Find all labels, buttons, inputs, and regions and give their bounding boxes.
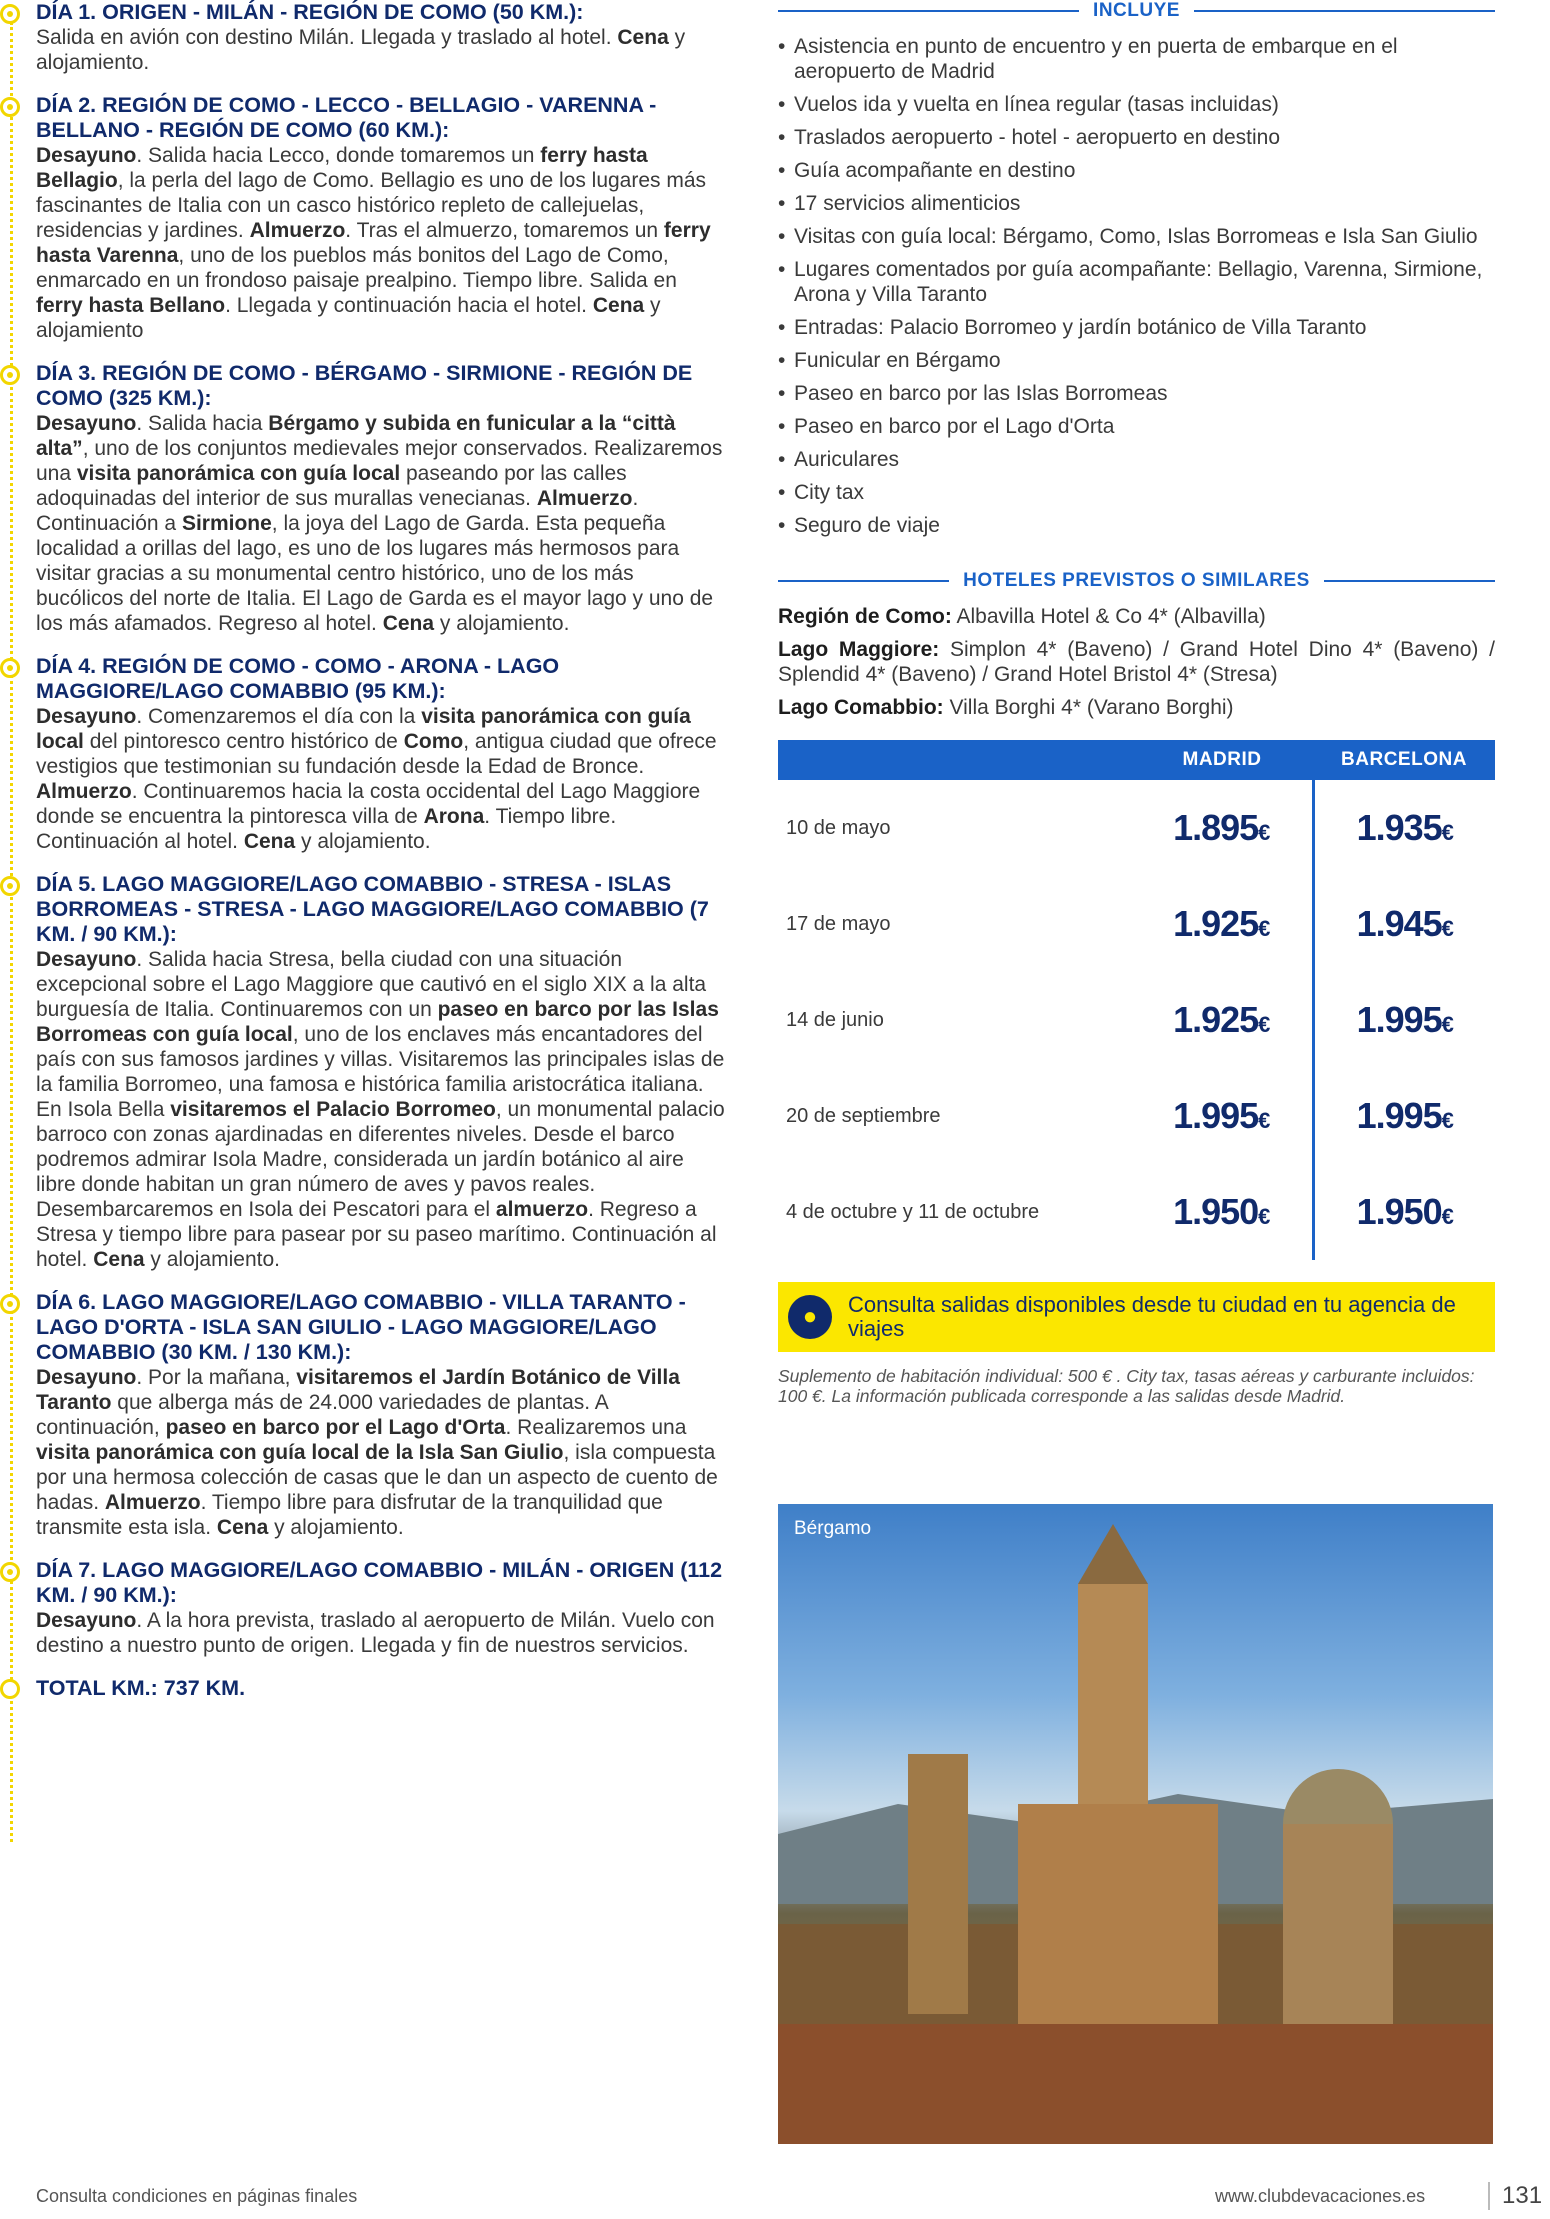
price-barcelona: [1313, 876, 1495, 972]
currency-symbol: €: [1258, 1012, 1270, 1037]
supplement-note: Suplemento de habitación individual: 500 € . City tax, tasas aéreas y carburante incluidos: 100 €. La información publicada corresponde a las salidas desde Madrid.: [778, 1366, 1475, 1406]
bold-text: visitaremos el Palacio Borromeo: [170, 1098, 496, 1121]
price-value: 1.945: [1356, 903, 1442, 944]
day-list: [0, 0, 725, 1658]
timeline-marker-icon: [0, 97, 20, 117]
info-column: [778, 0, 1495, 1406]
hotel-region: Lago Comabbio:: [778, 696, 944, 719]
price-barcelona: [1313, 1164, 1495, 1260]
text: . Continuaremos hacia la costa occidental del Lago Maggiore donde se encuentra la pintoresca villa de: [36, 780, 701, 828]
day-7: [0, 1558, 725, 1658]
incluye-item: • Lugares comentados por guía acompañante: Bellagio, Varenna, Sirmione, Arona y Villa Taranto: [778, 257, 1495, 307]
currency-symbol: €: [1441, 820, 1453, 845]
hotel-names: Villa Borghi 4* (Varano Borghi): [943, 696, 1234, 719]
bold-text: Cena: [617, 26, 669, 49]
price-madrid: [1131, 780, 1313, 876]
bergamo-photo: [778, 1504, 1493, 2144]
departure-date: 14 de junio: [786, 1008, 884, 1031]
price-value: 1.895: [1173, 807, 1259, 848]
text: . Por la mañana,: [136, 1366, 297, 1389]
day-4: [0, 654, 725, 854]
text: y alojamiento: [36, 294, 661, 342]
price-value: 1.995: [1356, 999, 1442, 1040]
incluye-item: • Funicular en Bérgamo: [778, 348, 1495, 373]
text: , uno de los pueblos más bonitos del Lago de Como, enmarcado en un frondoso paisaje prealpino. Tiempo libre. Salida en: [36, 244, 677, 292]
hotel-entry: [778, 604, 1495, 629]
price-value: 1.995: [1173, 1095, 1259, 1136]
bold-text: ferry hasta Bellano: [36, 294, 226, 317]
bold-text: Desayuno: [36, 948, 137, 971]
timeline-marker-icon: [0, 4, 20, 24]
text: . Realizaremos una: [505, 1416, 687, 1439]
bold-text: Desayuno: [36, 705, 137, 728]
bold-text: Cena: [382, 612, 435, 635]
text: . Llegada y continuación hacia el hotel.: [225, 294, 593, 317]
day-description: [36, 25, 725, 75]
total-km-text: TOTAL KM.: 737 KM.: [36, 1676, 246, 1700]
footer-url[interactable]: www.clubdevacaciones.es: [1215, 2186, 1426, 2206]
price-header-barcelona: BARCELONA: [1313, 740, 1495, 780]
day-description: [36, 1608, 725, 1658]
hotel-names: Albavilla Hotel & Co 4* (Albavilla): [951, 605, 1266, 628]
price-value: 1.950: [1173, 1191, 1259, 1232]
incluye-item: • 17 servicios alimenticios: [778, 191, 1495, 216]
timeline-marker-icon: [0, 1294, 20, 1314]
day-6: [0, 1290, 725, 1540]
page-number: 131: [1502, 2182, 1543, 2209]
price-row: [778, 1068, 1495, 1164]
text: y alojamiento.: [268, 1516, 404, 1539]
text: , la perla del lago de Como. Bellagio es uno de los lugares más fascinantes de Italia con un casco histórico repleto de callejuelas, residencias y jardines.: [36, 169, 707, 242]
bold-text: ferry hasta Varenna: [36, 219, 711, 267]
text: paseando por las calles adoquinadas del interior de sus murallas venecianas.: [36, 462, 627, 510]
text: y alojamiento.: [144, 1248, 280, 1271]
bergamo-cityscape-image: [778, 1504, 1493, 2144]
text: , uno de los conjuntos medievales mejor conservados. Realizaremos una: [36, 437, 723, 485]
departures-banner: [778, 1282, 1495, 1352]
hotel-list: [778, 604, 1495, 720]
incluye-title: INCLUYE: [1093, 0, 1180, 21]
timeline-marker-icon: [0, 1562, 20, 1582]
day-description: [36, 947, 725, 1272]
price-value: 1.925: [1173, 903, 1259, 944]
timeline-marker-icon: [0, 658, 20, 678]
incluye-item: • Auriculares: [778, 447, 1495, 472]
price-row: [778, 876, 1495, 972]
incluye-item: • Vuelos ida y vuelta en línea regular (tasas incluidas): [778, 92, 1495, 117]
text: Salida en avión con destino Milán. Llegada y traslado al hotel.: [36, 26, 618, 49]
text: , la joya del Lago de Garda. Esta pequeña localidad a orillas del lago, es uno de los lugares más hermosos para visitar gracias a su monumental centro histórico, uno de los más bucólicos del norte de Italia. El Lago de Garda es el mayor lago y uno de los más afamados. Regreso al hotel.: [36, 512, 714, 635]
text: . Continuación a: [36, 487, 639, 535]
bold-text: visita panorámica con guía local: [36, 705, 691, 753]
text: del pintoresco centro histórico de: [83, 730, 404, 753]
bold-text: ferry hasta Bellagio: [36, 144, 648, 192]
day-description: [36, 143, 725, 343]
bold-text: Almuerzo: [36, 780, 132, 803]
bold-text: visitaremos el Jardín Botánico de Villa Taranto: [36, 1366, 680, 1414]
currency-symbol: €: [1441, 1108, 1453, 1133]
day-title: DÍA 7. LAGO MAGGIORE/LAGO COMABBIO - MILÁN - ORIGEN (112 KM. / 90 KM.):: [36, 1558, 723, 1607]
bold-text: Sirmione: [181, 512, 272, 535]
hotel-entry: [778, 695, 1495, 720]
hotel-region: Región de Como:: [778, 605, 952, 628]
bold-text: paseo en barco por las Islas Borromeas con guía local: [36, 998, 719, 1046]
banner-text: Consulta salidas disponibles desde tu ciudad en tu agencia de viajes: [848, 1292, 1456, 1341]
currency-symbol: €: [1258, 820, 1270, 845]
day-description: [36, 411, 725, 636]
text: y alojamiento.: [36, 26, 686, 74]
price-madrid: [1131, 876, 1313, 972]
bold-text: Arona: [423, 805, 485, 828]
bold-text: visita panorámica con guía local: [76, 462, 401, 485]
day-title: DÍA 1. ORIGEN - MILÁN - REGIÓN DE COMO (50 KM.):: [36, 0, 584, 24]
bold-text: paseo en barco por el Lago d'Orta: [165, 1416, 506, 1439]
text: , uno de los enclaves más encantadores del país con sus famosos jardines y villas. Visitaremos las principales islas de la familia Borromeo, una famosa e histórica familia aristocrática italiana. En Isola Bella: [36, 1023, 725, 1121]
location-pin-icon: ●: [788, 1295, 832, 1339]
bold-text: Desayuno: [36, 1609, 137, 1632]
incluye-item: • Asistencia en punto de encuentro y en puerta de embarque en el aeropuerto de Madrid: [778, 34, 1495, 84]
text: . Salida hacia Stresa, bella ciudad con una situación excepcional sobre el Lago Maggiore que cautivó en el siglo XIX a la alta burguesía de Italia. Continuaremos con un: [36, 948, 707, 1021]
price-barcelona: [1313, 780, 1495, 876]
bold-text: Cena: [216, 1516, 269, 1539]
day-3: [0, 361, 725, 636]
currency-symbol: €: [1258, 1108, 1270, 1133]
day-5: [0, 872, 725, 1272]
bold-text: Desayuno: [36, 1366, 137, 1389]
price-madrid: [1131, 972, 1313, 1068]
bold-text: almuerzo: [495, 1198, 589, 1221]
price-barcelona: [1313, 1068, 1495, 1164]
departure-date: 4 de octubre y 11 de octubre: [786, 1200, 1040, 1223]
day-title: DÍA 6. LAGO MAGGIORE/LAGO COMABBIO - VILLA TARANTO - LAGO D'ORTA - ISLA SAN GIULIO - LAGO MAGGIORE/LAGO COMABBIO (30 KM. / 130 KM.):: [36, 1290, 686, 1364]
itinerary: [0, 0, 725, 1701]
currency-symbol: €: [1258, 1204, 1270, 1229]
incluye-item: • Visitas con guía local: Bérgamo, Como, Islas Borromeas e Isla San Giulio: [778, 224, 1495, 249]
day-1: [0, 0, 725, 75]
currency-symbol: €: [1441, 1204, 1453, 1229]
text: . Comenzaremos el día con la: [136, 705, 422, 728]
bold-text: Almuerzo: [104, 1491, 201, 1514]
incluye-item: • Traslados aeropuerto - hotel - aeropuerto en destino: [778, 125, 1495, 150]
price-row: [778, 780, 1495, 876]
footer-divider: [1488, 2182, 1490, 2210]
hoteles-title: HOTELES PREVISTOS O SIMILARES: [963, 570, 1310, 591]
currency-symbol: €: [1441, 1012, 1453, 1037]
price-madrid: [1131, 1068, 1313, 1164]
price-barcelona: [1313, 972, 1495, 1068]
total-km: [0, 1676, 725, 1701]
bold-text: Como: [403, 730, 464, 753]
departure-date: 10 de mayo: [786, 816, 891, 839]
timeline-marker-icon: [0, 876, 20, 896]
text: y alojamiento.: [434, 612, 570, 635]
day-title: DÍA 4. REGIÓN DE COMO - COMO - ARONA - LAGO MAGGIORE/LAGO COMABBIO (95 KM.):: [36, 654, 560, 703]
price-header-madrid: MADRID: [1131, 740, 1313, 780]
price-value: 1.935: [1356, 807, 1442, 848]
bold-text: Cena: [243, 830, 296, 853]
text: , antigua ciudad que ofrece vestigios que testimonian su fundación desde la Edad de Bronce.: [36, 730, 717, 778]
bold-text: visita panorámica con guía local de la Isla San Giulio: [36, 1441, 564, 1464]
photo-caption: Bérgamo: [794, 1518, 872, 1539]
text: . Salida hacia Lecco, donde tomaremos un: [136, 144, 541, 167]
bold-text: Desayuno: [36, 412, 137, 435]
hotel-names: Simplon 4* (Baveno) / Grand Hotel Dino 4* (Baveno) / Splendid 4* (Baveno) / Grand Hotel Bristol 4* (Stresa): [778, 638, 1495, 686]
incluye-item: • City tax: [778, 480, 1495, 505]
text: . A la hora prevista, traslado al aeropuerto de Milán. Vuelo con destino a nuestro punto de origen. Llegada y fin de nuestros servicios.: [36, 1609, 715, 1657]
text: . Tiempo libre. Continuación al hotel.: [36, 805, 617, 853]
day-2: [0, 93, 725, 343]
incluye-heading: [778, 0, 1495, 22]
text: , isla compuesta por una hermosa colección de casas que le dan un aspecto de cuento de hadas.: [36, 1441, 718, 1514]
text: que alberga más de 24.000 variedades de plantas. A continuación,: [36, 1391, 608, 1439]
text: y alojamiento.: [295, 830, 431, 853]
timeline-marker-icon: [0, 365, 20, 385]
incluye-item: • Seguro de viaje: [778, 513, 1495, 538]
bold-text: Almuerzo: [249, 219, 346, 242]
day-title: DÍA 2. REGIÓN DE COMO - LECCO - BELLAGIO - VARENNA - BELLANO - REGIÓN DE COMO (60 KM.):: [36, 93, 657, 142]
price-row: [778, 1164, 1495, 1260]
departure-date: 17 de mayo: [786, 912, 891, 935]
price-header-date: [778, 740, 1131, 780]
price-row: [778, 972, 1495, 1068]
incluye-item: • Guía acompañante en destino: [778, 158, 1495, 183]
day-title: DÍA 3. REGIÓN DE COMO - BÉRGAMO - SIRMIONE - REGIÓN DE COMO (325 KM.):: [36, 361, 693, 410]
bold-text: Cena: [592, 294, 645, 317]
text: . Tiempo libre para disfrutar de la tranquilidad que transmite esta isla.: [36, 1491, 663, 1539]
text: . Tras el almuerzo, tomaremos un: [345, 219, 664, 242]
footer-conditions: Consulta condiciones en páginas finales: [36, 2186, 358, 2206]
currency-symbol: €: [1441, 916, 1453, 941]
bold-text: Bérgamo y subida en funicular a la “città alta”: [36, 412, 676, 460]
day-title: DÍA 5. LAGO MAGGIORE/LAGO COMABBIO - STRESA - ISLAS BORROMEAS - STRESA - LAGO MAGGIORE/LAGO COMABBIO (7 KM. / 90 KM.):: [36, 872, 709, 946]
text: . Salida hacia: [136, 412, 269, 435]
footer: [0, 2182, 1550, 2212]
day-description: [36, 1365, 725, 1540]
price-table: [778, 740, 1495, 1260]
bold-text: Almuerzo: [536, 487, 633, 510]
bold-text: Cena: [93, 1248, 145, 1271]
currency-symbol: €: [1258, 916, 1270, 941]
incluye-list: [778, 34, 1495, 538]
incluye-item: • Paseo en barco por las Islas Borromeas: [778, 381, 1495, 406]
departure-date: 20 de septiembre: [786, 1104, 941, 1127]
hotel-region: Lago Maggiore:: [778, 638, 940, 661]
price-value: 1.950: [1356, 1191, 1442, 1232]
hoteles-heading: [778, 570, 1495, 592]
text: . Regreso a Stresa y tiempo libre para pasear por su paseo marítimo. Continuación al hotel.: [36, 1198, 717, 1271]
text: , un monumental palacio barroco con zonas ajardinadas en diferentes niveles. Desde el barco podremos admirar Isola Madre, considerada un jardín botánico al aire libre donde habitan un gran número de aves y pavos reales. Desembarcaremos en Isola dei Pescatori para el: [36, 1098, 725, 1221]
bold-text: Desayuno: [36, 144, 137, 167]
price-value: 1.925: [1173, 999, 1259, 1040]
price-madrid: [1131, 1164, 1313, 1260]
incluye-item: • Entradas: Palacio Borromeo y jardín botánico de Villa Taranto: [778, 315, 1495, 340]
hotel-entry: [778, 637, 1495, 687]
timeline-marker-icon: [0, 1679, 20, 1699]
price-value: 1.995: [1356, 1095, 1442, 1136]
day-description: [36, 704, 725, 854]
incluye-item: • Paseo en barco por el Lago d'Orta: [778, 414, 1495, 439]
